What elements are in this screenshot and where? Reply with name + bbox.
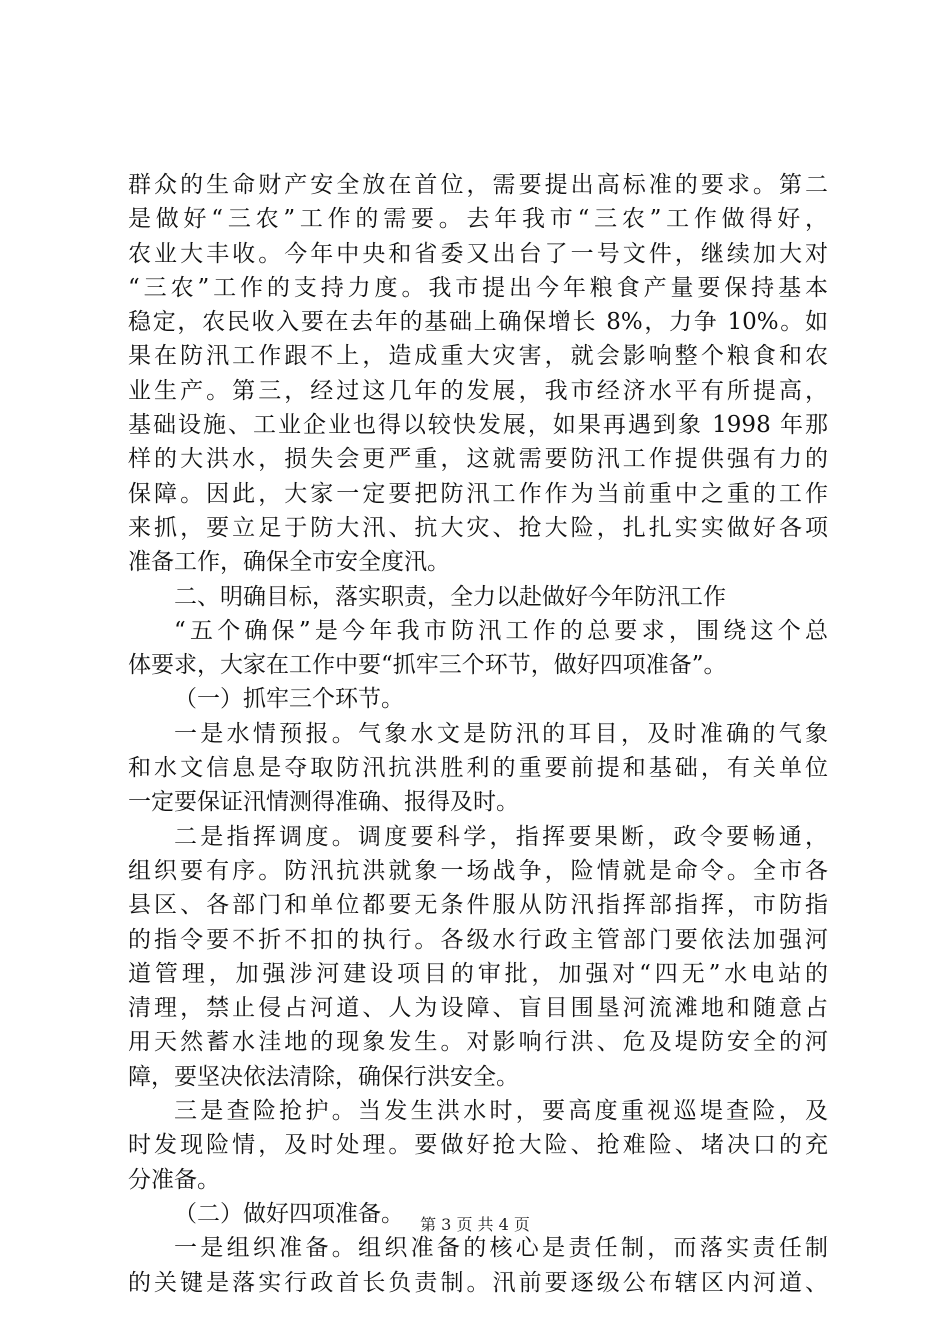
text-line: 二、明确目标，落实职责，全力以赴做好今年防汛工作: [174, 583, 726, 610]
text-line: “三农”工作的支持力度。我市提出今年粮食产量要保持基本: [128, 274, 828, 301]
text-line: 组织要有序。防汛抗洪就象一场战争，险情就是命令。全市各: [128, 857, 828, 884]
document-body: [128, 168, 828, 1300]
text-line: 稳定，农民收入要在去年的基础上确保增长 8%，力争 10%。如: [128, 309, 828, 336]
text-line: “五个确保”是今年我市防汛工作的总要求，围绕这个总: [174, 617, 828, 644]
text-line: 三是查险抢护。当发生洪水时，要高度重视巡堤查险，及: [174, 1098, 828, 1125]
text-line: 来抓，要立足于防大汛、抗大灾、抢大险，扎扎实实做好各项: [128, 514, 828, 541]
text-line: （一）抓牢三个环节。: [174, 686, 404, 713]
text-line: 样的大洪水，损失会更严重，这就需要防汛工作提供强有力的: [128, 446, 828, 473]
text-line: （二）做好四项准备。: [174, 1200, 404, 1227]
text-line: 二是指挥调度。调度要科学，指挥要果断，政令要畅通，: [174, 823, 828, 850]
page-footer: 第 3 页 共 4 页: [420, 1215, 530, 1234]
text-line: 一是水情预报。气象水文是防汛的耳目，及时准确的气象: [174, 720, 828, 747]
text-line: 时发现险情，及时处理。要做好抢大险、抢难险、堵决口的充: [128, 1132, 828, 1159]
text-line: 是做好“三农”工作的需要。去年我市“三农”工作做得好，: [128, 206, 828, 233]
text-line: 和水文信息是夺取防汛抗洪胜利的重要前提和基础，有关单位: [128, 755, 828, 782]
text-line: 县区、各部门和单位都要无条件服从防汛指挥部指挥，市防指: [128, 892, 828, 919]
text-line: 的关键是落实行政首长负责制。汛前要逐级公布辖区内河道、: [128, 1269, 828, 1296]
text-line: 障，要坚决依法清除，确保行洪安全。: [128, 1063, 519, 1090]
text-line: 农业大丰收。今年中央和省委又出台了一号文件，继续加大对: [128, 240, 828, 267]
text-line: 清理，禁止侵占河道、人为设障、盲目围垦河流滩地和随意占: [128, 995, 828, 1022]
text-line: 体要求，大家在工作中要“抓牢三个环节，做好四项准备”。: [128, 652, 727, 679]
text-line: 群众的生命财产安全放在首位，需要提出高标准的要求。第二: [128, 172, 828, 198]
text-line: 用天然蓄水洼地的现象发生。对影响行洪、危及堤防安全的河: [128, 1029, 828, 1056]
text-line: 准备工作，确保全市安全度汛。: [128, 549, 450, 576]
text-line: 分准备。: [128, 1166, 220, 1193]
text-line: 果在防汛工作跟不上，造成重大灾害，就会影响整个粮食和农: [128, 343, 828, 370]
text-line: 道管理，加强涉河建设项目的审批，加强对“四无”水电站的: [128, 960, 828, 987]
text-line: 保障。因此，大家一定要把防汛工作作为当前重中之重的工作: [128, 480, 828, 507]
text-line: 业生产。第三，经过这几年的发展，我市经济水平有所提高，: [128, 377, 828, 404]
text-line: 的指令要不折不扣的执行。各级水行政主管部门要依法加强河: [128, 926, 828, 953]
text-line: 基础设施、工业企业也得以较快发展，如果再遇到象 1998 年那: [128, 412, 828, 439]
text-line: 一是组织准备。组织准备的核心是责任制，而落实责任制: [174, 1235, 828, 1262]
text-line: 一定要保证汛情测得准确、报得及时。: [128, 789, 519, 816]
